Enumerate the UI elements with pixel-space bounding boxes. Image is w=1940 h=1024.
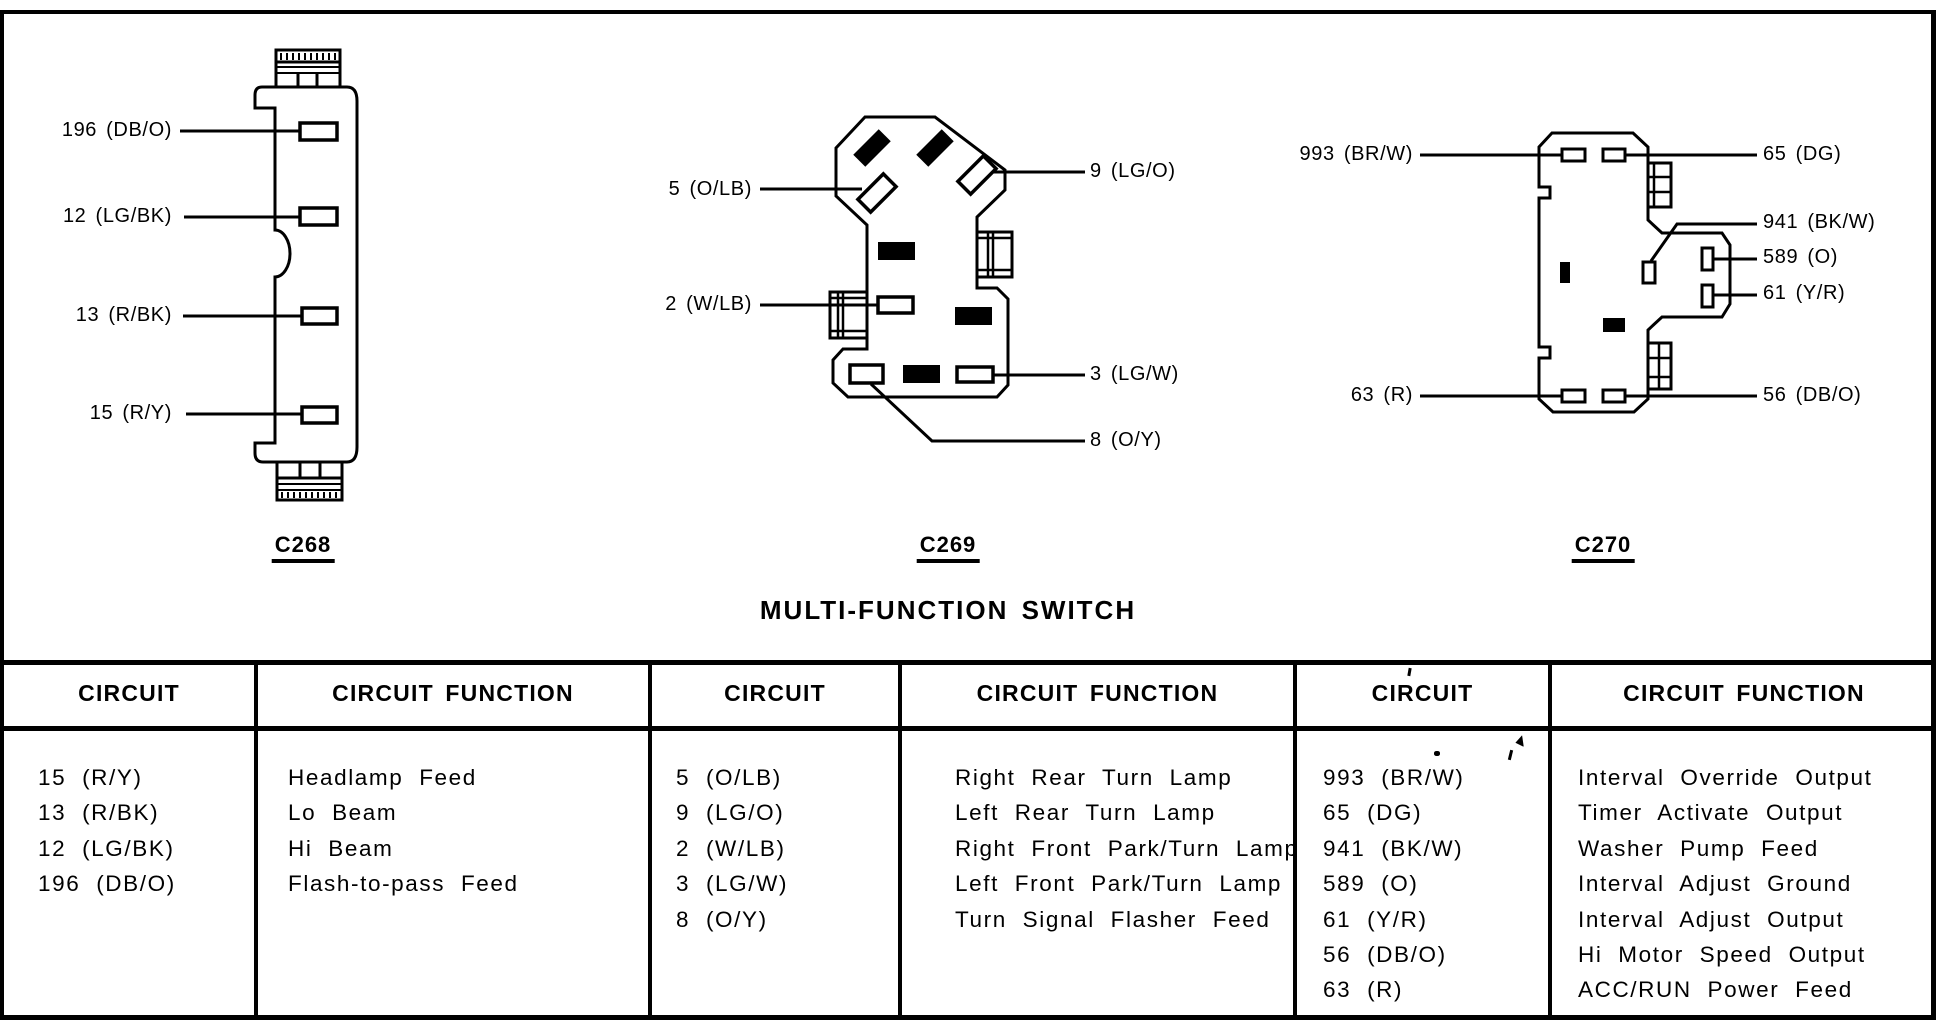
table-cell-circuit: 2 (W/LB) [676, 836, 786, 861]
c268-pin-13 [302, 308, 337, 324]
table-header-rule [0, 726, 1936, 731]
table-divider-3 [898, 660, 902, 1016]
c270-pin-label-589: 589 (O) [1763, 246, 1839, 269]
c270-pin-label-65: 65 (DG) [1763, 143, 1842, 166]
c268-bottom-cap [277, 462, 342, 500]
table-cell-function: ACC/RUN Power Feed [1578, 977, 1853, 1002]
header-circuit-1: CIRCUIT [78, 680, 180, 706]
scan-artifact [1434, 751, 1440, 756]
c268-top-cap [276, 50, 340, 87]
table-cell-function: Right Front Park/Turn Lamp [955, 836, 1299, 861]
c269-pin-3 [957, 367, 993, 382]
c269-pin-2 [878, 297, 913, 313]
table-cell-circuit: 5 (O/LB) [676, 765, 782, 790]
c268-pin-label-196: 196 (DB/O) [61, 119, 172, 142]
c270-pin-label-56: 56 (DB/O) [1763, 384, 1862, 407]
header-function-1: CIRCUIT FUNCTION [332, 680, 574, 706]
table-cell-function: Left Rear Turn Lamp [955, 800, 1216, 825]
c269-left-tab [830, 292, 867, 338]
c270-pin-589 [1702, 248, 1713, 270]
c268-pin-12 [300, 208, 337, 225]
c269-blocked-cavity [878, 242, 915, 260]
table-cell-function: Hi Motor Speed Output [1578, 942, 1866, 967]
c270-pin-941 [1643, 262, 1655, 283]
table-cell-function: Washer Pump Feed [1578, 836, 1819, 861]
c269-pin-label-3: 3 (LG/W) [1090, 363, 1179, 386]
table-cell-circuit: 12 (LG/BK) [38, 836, 175, 861]
page-title: MULTI-FUNCTION SWITCH [759, 595, 1137, 625]
c268-pin-196 [300, 123, 337, 140]
header-circuit-2: CIRCUIT [724, 680, 826, 706]
c270-pin-label-941: 941 (BK/W) [1763, 211, 1876, 234]
c269-pin-label-8: 8 (O/Y) [1090, 429, 1162, 452]
connector-title-c268: C268 [272, 534, 335, 563]
c270-pin-65 [1603, 149, 1625, 161]
table-cell-circuit: 65 (DG) [1323, 800, 1423, 825]
c270-pin-label-61: 61 (Y/R) [1763, 282, 1846, 305]
c269-pin-8 [850, 365, 883, 383]
connector-title-c270: C270 [1572, 534, 1635, 563]
table-cell-circuit: 196 (DB/O) [38, 871, 176, 896]
header-function-2: CIRCUIT FUNCTION [976, 680, 1219, 706]
connector-c268-drawing [180, 50, 357, 500]
c268-pin-label-12: 12 (LG/BK) [62, 205, 172, 228]
table-cell-function: Interval Adjust Output [1578, 907, 1845, 932]
table-divider-1 [254, 660, 258, 1016]
c269-pin-label-9: 9 (LG/O) [1090, 160, 1176, 183]
frame-left [0, 10, 4, 1020]
table-cell-function: Interval Adjust Ground [1578, 871, 1852, 896]
c270-blocked-cavity [1603, 318, 1625, 332]
header-circuit-3: CIRCUIT [1371, 680, 1474, 706]
c270-pin-993 [1562, 149, 1585, 161]
c269-right-tab [977, 232, 1012, 277]
table-cell-function: Interval Override Output [1578, 765, 1873, 790]
table-cell-circuit: 941 (BK/W) [1323, 836, 1464, 861]
table-cell-circuit: 15 (R/Y) [38, 765, 143, 790]
table-divider-2 [648, 660, 652, 1016]
c270-pin-56 [1603, 390, 1625, 402]
table-cell-circuit: 61 (Y/R) [1323, 907, 1428, 932]
table-divider-5 [1548, 660, 1552, 1016]
c270-pin-label-63: 63 (R) [1350, 384, 1413, 407]
table-cell-circuit: 56 (DB/O) [1323, 942, 1447, 967]
connector-c269-drawing [760, 117, 1085, 441]
frame-right [1931, 10, 1936, 1020]
c268-pin-label-13: 13 (R/BK) [75, 304, 172, 327]
table-cell-function: Turn Signal Flasher Feed [955, 907, 1271, 932]
frame-bottom [0, 1015, 1936, 1020]
table-cell-function: Timer Activate Output [1578, 800, 1844, 825]
table-cell-function: Left Front Park/Turn Lamp [955, 871, 1283, 896]
c270-pin-61 [1702, 285, 1713, 307]
table-cell-function: Lo Beam [288, 800, 398, 825]
c270-pin-63 [1562, 390, 1585, 402]
table-cell-function: Right Rear Turn Lamp [955, 765, 1233, 790]
table-top-rule [0, 660, 1936, 665]
c269-blocked-cavity [903, 365, 940, 383]
c269-pin-label-5: 5 (O/LB) [668, 178, 752, 201]
c270-pin-label-993: 993 (BR/W) [1299, 143, 1413, 166]
table-cell-circuit: 8 (O/Y) [676, 907, 768, 932]
c268-pin-label-15: 15 (R/Y) [89, 402, 172, 425]
frame-top [0, 10, 1936, 14]
table-cell-function: Headlamp Feed [288, 765, 477, 790]
table-cell-function: Hi Beam [288, 836, 394, 861]
c268-pin-15 [302, 407, 337, 423]
table-cell-circuit: 589 (O) [1323, 871, 1419, 896]
connector-title-c269: C269 [917, 534, 980, 563]
c270-top-tab [1648, 163, 1671, 207]
connector-c270-drawing [1420, 133, 1757, 412]
header-function-3: CIRCUIT FUNCTION [1623, 680, 1865, 706]
c269-blocked-cavity [955, 307, 992, 325]
table-cell-circuit: 993 (BR/W) [1323, 765, 1465, 790]
table-cell-function: Flash-to-pass Feed [288, 871, 519, 896]
c270-blocked-cavity [1560, 262, 1570, 283]
table-cell-circuit: 63 (R) [1323, 977, 1404, 1002]
table-cell-circuit: 3 (LG/W) [676, 871, 789, 896]
c269-pin-label-2: 2 (W/LB) [665, 293, 752, 316]
c270-bottom-tab [1648, 343, 1671, 389]
table-cell-circuit: 9 (LG/O) [676, 800, 785, 825]
table-cell-circuit: 13 (R/BK) [38, 800, 160, 825]
